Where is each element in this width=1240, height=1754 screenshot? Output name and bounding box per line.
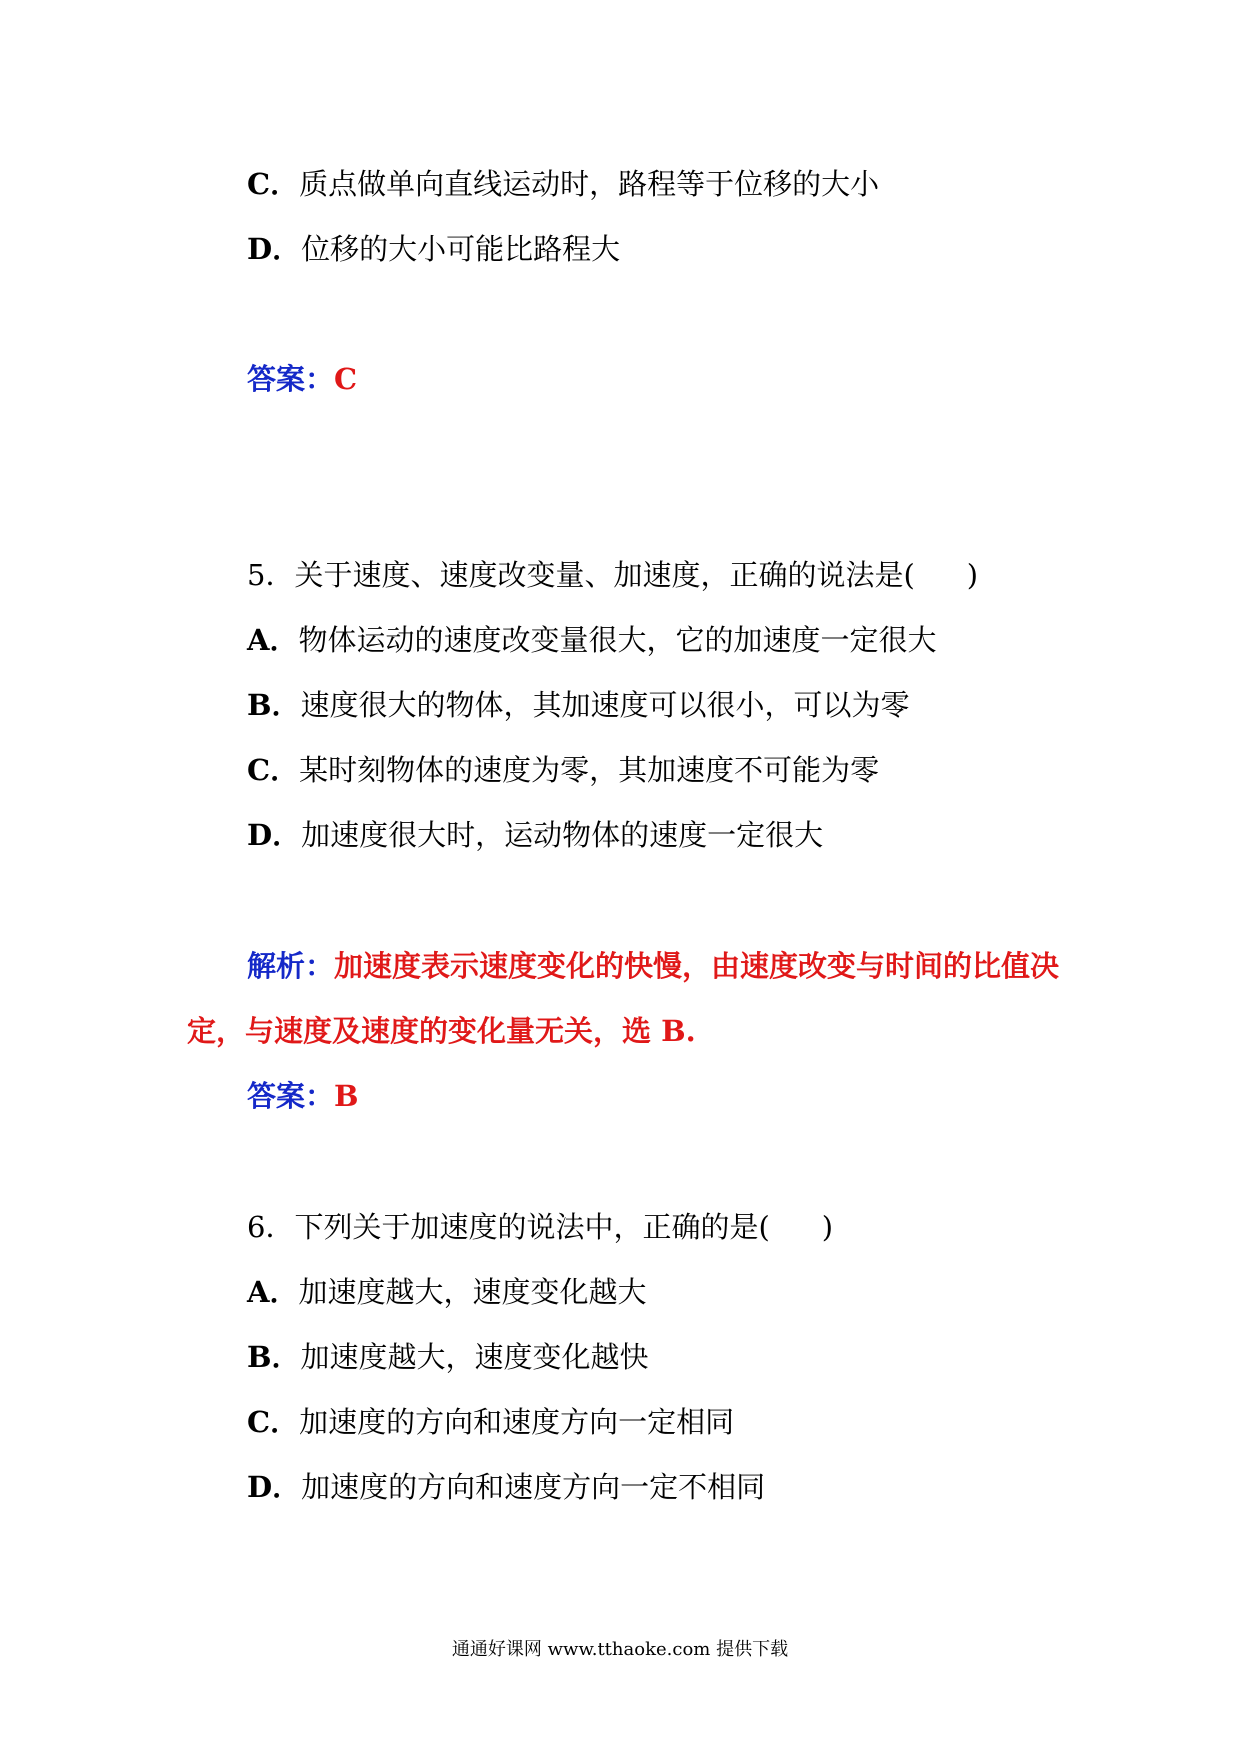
answer-label: 答案： xyxy=(247,1079,335,1113)
q5-option-b xyxy=(247,687,910,723)
question-stem: 6．下列关于加速度的说法中，正确的是( xyxy=(247,1210,770,1244)
q6-option-c xyxy=(247,1404,734,1440)
analysis-label: 解析： xyxy=(247,949,335,983)
option-text: 加速度的方向和速度方向一定相同 xyxy=(299,1405,735,1439)
q5-stem xyxy=(247,557,978,593)
option-label: D． xyxy=(247,818,302,852)
q6-option-b xyxy=(247,1339,649,1375)
answer-value: B xyxy=(334,1079,359,1113)
q4-answer xyxy=(247,361,357,397)
q4-option-d xyxy=(247,231,620,267)
page-footer: 通通好课网 www.tthaoke.com 提供下载 xyxy=(451,1639,789,1660)
q6-stem xyxy=(247,1209,833,1245)
option-label: C． xyxy=(247,1405,300,1439)
option-label: D． xyxy=(247,1470,302,1504)
q5-option-a xyxy=(247,622,937,658)
q6-option-d xyxy=(247,1469,765,1505)
question-stem: 5．关于速度、速度改变量、加速度，正确的说法是( xyxy=(247,558,915,592)
option-label: A． xyxy=(247,623,299,657)
analysis-text: 加速度表示速度变化的快慢，由速度改变与时间的比值决 xyxy=(334,949,1060,983)
q5-option-c xyxy=(247,752,879,788)
option-text: 加速度的方向和速度方向一定不相同 xyxy=(301,1470,766,1504)
q6-option-a xyxy=(247,1274,647,1310)
paren-close: ) xyxy=(966,558,979,592)
paren-close: ) xyxy=(821,1210,834,1244)
q5-option-d xyxy=(247,817,823,853)
option-label: C． xyxy=(247,167,300,201)
option-label: B． xyxy=(247,688,301,722)
analysis-text: 定，与速度及速度的变化量无关，选 B. xyxy=(187,1014,696,1048)
option-text: 位移的大小可能比路程大 xyxy=(301,232,621,266)
option-text: 某时刻物体的速度为零，其加速度不可能为零 xyxy=(299,753,880,787)
option-label: B． xyxy=(247,1340,301,1374)
option-label: D． xyxy=(247,232,302,266)
q5-answer xyxy=(247,1078,359,1114)
answer-value: C xyxy=(334,362,358,396)
option-text: 速度很大的物体，其加速度可以很小，可以为零 xyxy=(300,688,910,722)
option-label: C． xyxy=(247,753,300,787)
q5-analysis-line2 xyxy=(187,1013,696,1049)
option-text: 加速度越大，速度变化越快 xyxy=(300,1340,649,1374)
q4-option-c xyxy=(247,166,879,202)
option-text: 质点做单向直线运动时，路程等于位移的大小 xyxy=(299,167,880,201)
option-text: 加速度很大时，运动物体的速度一定很大 xyxy=(301,818,824,852)
option-label: A． xyxy=(247,1275,299,1309)
option-text: 加速度越大，速度变化越大 xyxy=(298,1275,647,1309)
answer-label: 答案： xyxy=(247,362,335,396)
q5-analysis-line1 xyxy=(247,948,1059,984)
option-text: 物体运动的速度改变量很大，它的加速度一定很大 xyxy=(298,623,937,657)
